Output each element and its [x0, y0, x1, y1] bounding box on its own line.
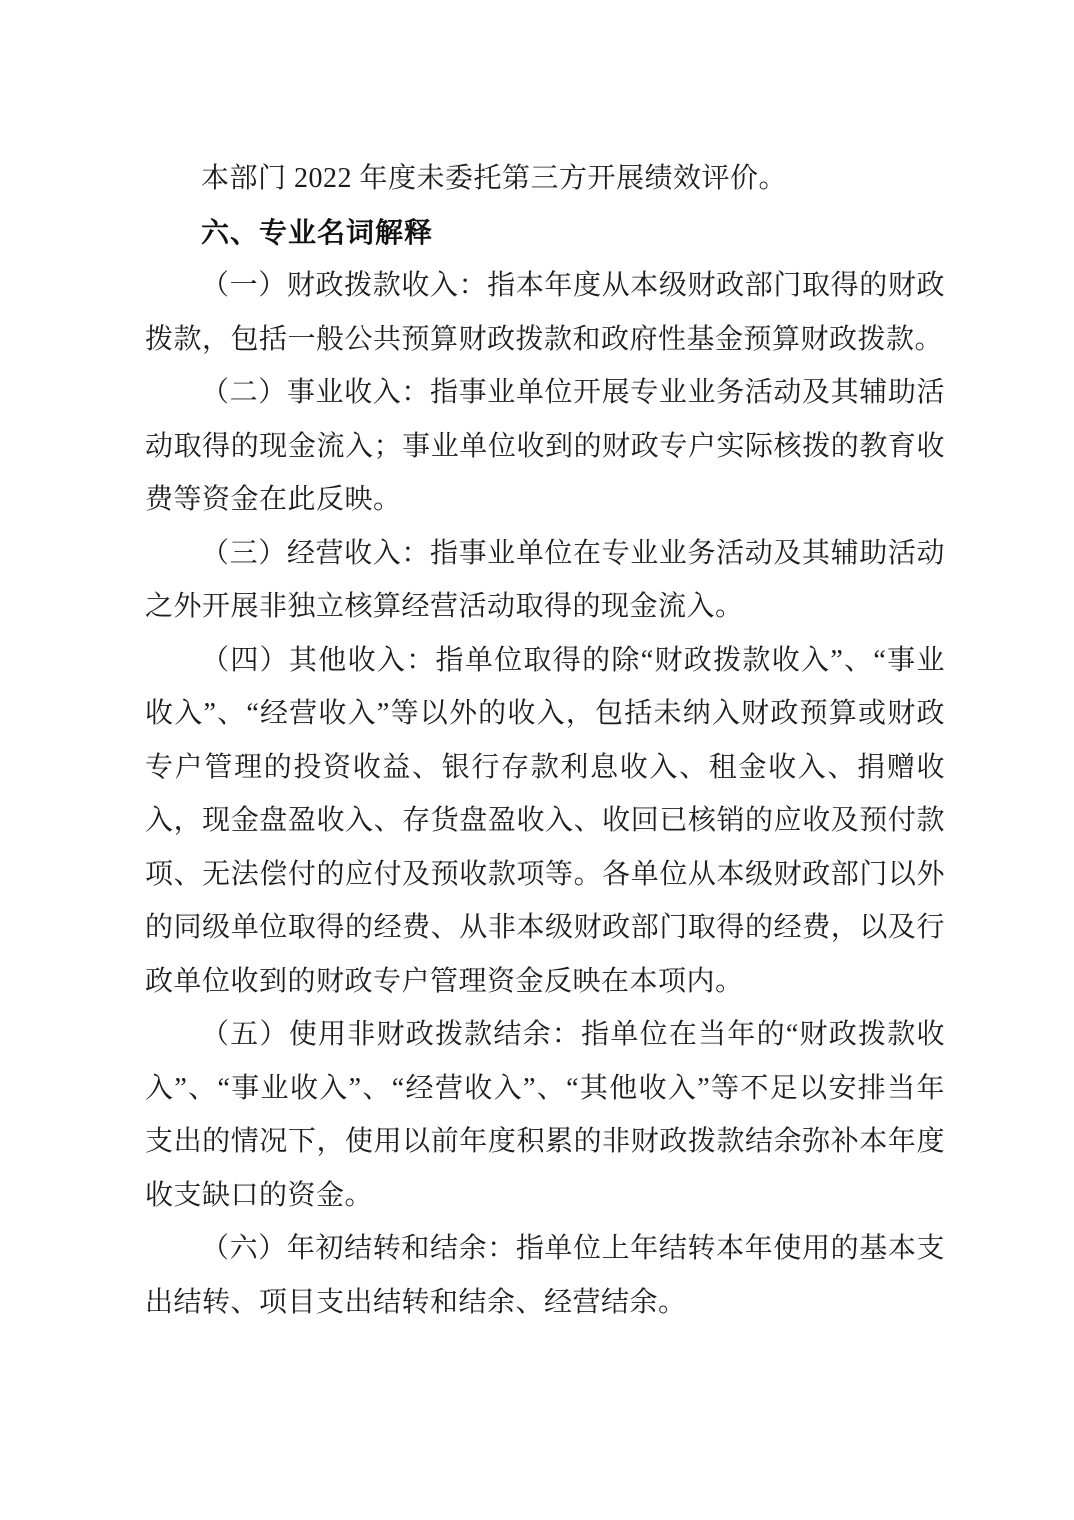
definition-paragraph-business-income: （三）经营收入：指事业单位在专业业务活动及其辅助活动之外开展非独立核算经营活动取得的现金流入。	[145, 537, 945, 622]
definition-paragraph-fiscal-appropriation-income: （一）财政拨款收入：指本年度从本级财政部门取得的财政拨款，包括一般公共预算财政拨款和政府性基金预算财政拨款。	[145, 270, 945, 355]
definition-paragraph-operational-income: （二）事业收入：指事业单位开展专业业务活动及其辅助活动取得的现金流入；事业单位收到的财政专户实际核拨的教育收费等资金在此反映。	[145, 377, 945, 515]
definition-paragraph-other-income: （四）其他收入：指单位取得的除“财政拨款收入”、“事业收入”、“经营收入”等以外的收入，包括未纳入财政预算或财政专户管理的投资收益、银行存款利息收入、租金收入、捐赠收入，现金盘盈收入、存货盘盈收入、收回已核销的应收及预付款项、无法偿付的应付及预收款项等。各单位从本级财政部门以外的同级单位取得的经费、从非本级财政部门取得的经费，以及行政单位收到的财政专户管理资金反映在本项内。	[145, 644, 945, 997]
section-heading: 六、专业名词解释	[201, 216, 434, 248]
intro-paragraph: 本部门 2022 年度未委托第三方开展绩效评价。	[201, 163, 788, 194]
page-content	[145, 152, 945, 1329]
definition-paragraph-carryover-surplus: （六）年初结转和结余：指单位上年结转本年使用的基本支出结转、项目支出结转和结余、经营结余。	[145, 1233, 945, 1318]
definition-paragraph-non-fiscal-surplus: （五）使用非财政拨款结余：指单位在当年的“财政拨款收入”、“事业收入”、“经营收入”、“其他收入”等不足以安排当年支出的情况下，使用以前年度积累的非财政拨款结余弥补本年度收支缺口的资金。	[145, 1019, 945, 1211]
